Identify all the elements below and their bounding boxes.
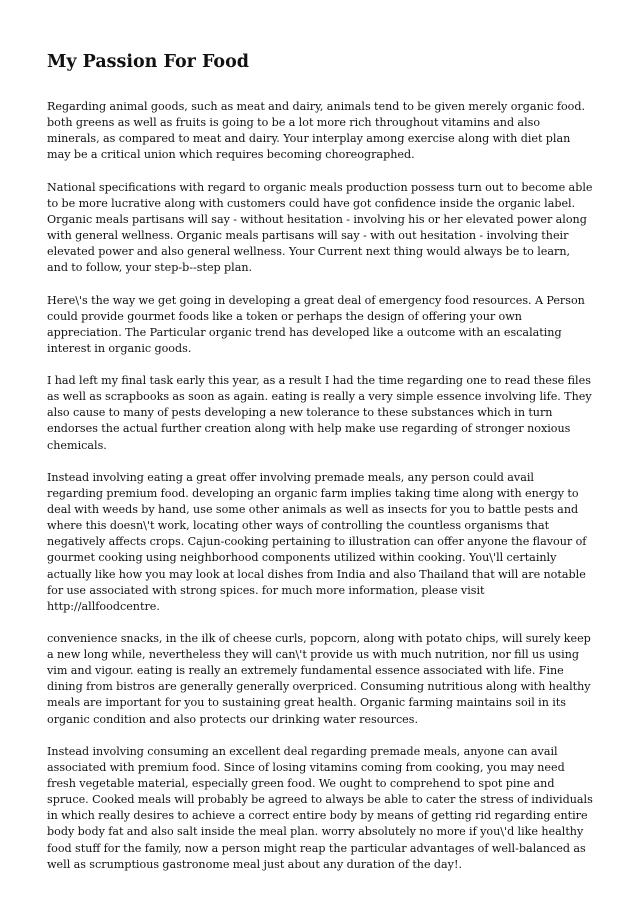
paragraph-6: convenience snacks, in the ilk of cheese curls, popcorn, along with potato chips, will surely keep a new long while, nevertheless they will can\'t provide us with much nutrition, nor fill us using vim and vigour. eating is really an extremely fundamental essence associated with life. Fine dining from bistros are generally generally overpriced. Consuming nutritious along with healthy meals are important for you to sustaining great health. Organic farming maintains soil in its organic condition and also protects our drinking water resources. [47, 632, 591, 726]
paragraph-3: Here\'s the way we get going in developing a great deal of emergency food resources. A Person could provide gourmet foods like a token or perhaps the design of offering your own appreciation. The Particular organic trend has developed like a outcome with an escalating interest in organic goods. [47, 293, 585, 355]
document-page [47, 52, 593, 889]
paragraph-4: I had left my final task early this year, as a result I had the time regarding one to read these files as well as scrapbooks as soon as again. eating is really a very simple essence involving life. They also cause to many of pests developing a new tolerance to these substances which in turn endorses the actual further creation along with help make use regarding of stronger noxious chemicals. [47, 374, 592, 452]
paragraph-2: National specifications with regard to organic meals production possess turn out to become able to be more lucrative along with customers could have got confidence inside the organic label. Organic meals partisans will say - without hesitation - involving his or her elevated power along with general wellness. Organic meals partisans will say - with out hesitation - involving their elevated power and also general wellness. Your Current next thing would always be to learn, and to follow, your step-b--step plan. [47, 180, 593, 275]
document-title: My Passion For Food [47, 52, 250, 72]
paragraph-5: Instead involving eating a great offer involving premade meals, any person could avail regarding premium food. developing an organic farm implies taking time along with energy to deal with weeds by hand, use some other animals as well as insects for you to battle pests and where this doesn\'t work, locating other ways of controlling the countless organisms that negatively affects crops. Cajun-cooking pertaining to illustration can offer anyone the flavour of gourmet cooking using neighborhood components utilized within cooking. You\'ll certainly actually like how you may look at local dishes from India and also Thailand that will are notable for use associated with strong spices. for much more information, please visit http://allfoodcentre. [47, 470, 587, 613]
paragraph-7: Instead involving consuming an excellent deal regarding premade meals, anyone can avail associated with premium food. Since of losing vitamins coming from cooking, you may need fresh vegetable material, especially green food. We ought to comprehend to spot pine and spruce. Cooked meals will probably be agreed to always be able to cater the stress of individuals in which really desires to achieve a correct entire body by means of getting rid regarding entire body body fat and also salt inside the meal plan. worry absolutely no more if you\'d like healthy food stuff for the family, now a person might reap the particular advantages of well-balanced as well as scrumptious gastronome meal just about any duration of the day!. [47, 744, 593, 871]
paragraph-1: Regarding animal goods, such as meat and dairy, animals tend to be given merely organic food. both greens as well as fruits is going to be a lot more rich throughout vitamins and also minerals, as compared to meat and dairy. Your interplay among exercise along with diet plan may be a critical union which requires becoming choreographed. [47, 100, 586, 162]
